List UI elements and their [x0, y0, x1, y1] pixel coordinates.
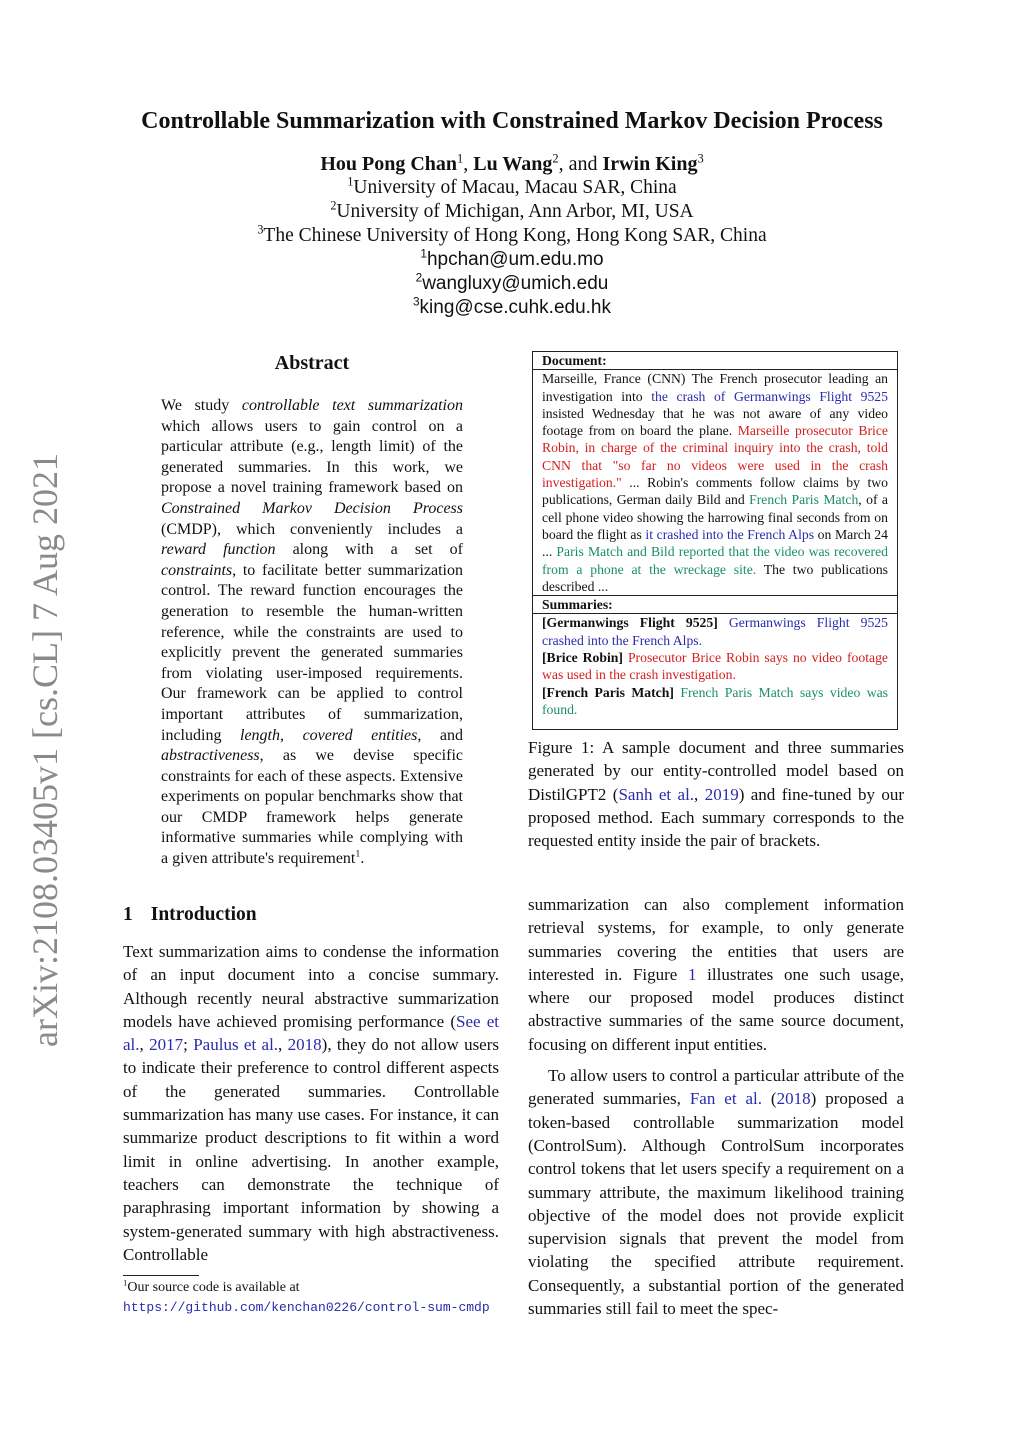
document-text: Marseille, France (CNN) The French prosecutor leading an investigation into the crash of Germanwings Flight 9525 insisted Wednesday that he was not aware of any video footage from on board the plane. Marseille prosecutor Brice Robin, in charge of the criminal inquiry into the crash, told CNN that "so far no videos were used in the crash investigation." ... Robin's comments follow claims by two publications, German daily Bild and French Paris Match, of a cell phone video showing the harrowing final seconds from on board the flight as it crashed into the French Alps on March 24 ... Paris Match and Bild reported that the video was recovered from a phone at the wreckage site. The two publications described ...: [542, 371, 888, 594]
summaries-label: Summaries:: [542, 597, 613, 613]
author-separator: ,: [463, 153, 474, 175]
affiliation-mark: 2: [330, 198, 337, 213]
summary-item: [533, 614, 897, 649]
footnote-text: Our source code is available at: [127, 1280, 300, 1295]
abstract-text: We study controllable text summarization which allows users to gain control on a particular attribute (e.g., length limit) of the generated summaries. In this work, we propose a novel training framework based on Constrained Markov Decision Process (CMDP), which conveniently includes a reward function along with a set of constraints, to facilitate better summarization control. The reward function encourages the generation to resemble the human-written reference, while the constraints are used to explicitly prevent the generated summaries from violating user-imposed requirements. Our framework can be applied to control important attributes of summarization, including length, covered entities, and abstractiveness, as we devise specific constraints for each of these aspects. Extensive experiments on popular benchmarks show that our CMDP framework helps generate informative summaries while complying with a given attribute's requirement$^1$.: [161, 397, 464, 868]
introduction-text: Text summarization aims to condense the information of an input document into a concise summary. Although recently neural abstractive summarization models have achieved promising performance (See et al., 2017; Paulus et al., 2018), they do not allow users to indicate their preference to control different aspects of the generated summaries. Controllable summarization has many use cases. For instance, it can summarize product descriptions to fit within a word limit in online advertising. In another example, teachers can demonstrate the technique of paraphrasing important information by showing a system-generated summary with high abstractiveness. Controllable: [123, 942, 500, 1264]
email-text: wangluxy@umich.edu: [422, 273, 609, 294]
right-column-text: [528, 893, 904, 1320]
affiliation-mark: 2: [552, 151, 559, 166]
email-text: king@cse.cuhk.edu.hk: [419, 297, 611, 318]
citation-link[interactable]: 2017: [149, 1035, 184, 1055]
footnote: [123, 1278, 499, 1318]
summary-item: [533, 649, 897, 684]
affiliation: [0, 176, 1024, 200]
summary-entity: [French Paris Match]: [542, 684, 674, 700]
email: [0, 248, 1024, 272]
footnote-marker: 1: [123, 1277, 128, 1288]
summary-entity: [Germanwings Flight 9525]: [542, 615, 718, 631]
citation-link[interactable]: Paulus et al.: [193, 1035, 279, 1055]
affiliation-mark: 3: [413, 295, 420, 309]
source-code-link[interactable]: https://github.com/kenchan0226/control-sum-cmdp: [123, 1300, 490, 1315]
arxiv-identifier: arXiv:2108.03405v1 [cs.CL] 7 Aug 2021: [25, 453, 65, 1047]
citation-link[interactable]: 2018: [776, 1089, 811, 1109]
figure-reference-link[interactable]: 1: [688, 964, 697, 984]
affiliation-mark: 2: [415, 271, 423, 285]
email-text: hpchan@um.edu.mo: [426, 249, 604, 270]
abstract-heading: Abstract: [274, 352, 350, 374]
affiliation-mark: 1: [347, 174, 354, 189]
summary-item: [533, 684, 897, 719]
author-name: Hou Pong Chan: [320, 153, 458, 175]
summary-text: Germanwings Flight 9525 crashed into the French Alps.: [542, 615, 888, 648]
email: [0, 272, 1024, 296]
section-title: Introduction: [150, 904, 257, 925]
citation-link[interactable]: 2018: [287, 1035, 322, 1055]
citation-link[interactable]: Sanh et al.: [618, 784, 695, 804]
footnote-divider: [123, 1275, 199, 1276]
author-name: Irwin King: [602, 153, 698, 175]
section-heading: [123, 904, 257, 926]
paper-title: Controllable Summarization with Constrained Markov Decision Process: [141, 108, 883, 134]
affiliation-mark: 3: [257, 222, 264, 237]
figure-caption: Figure 1: A sample document and three summaries generated by our entity-controlled model based on DistilGPT2 (Sanh et al., 2019) and fine-tuned by our proposed method. Each summary corresponds to the requested entity inside the pair of brackets.: [528, 738, 905, 851]
figure-1-box: [532, 351, 898, 730]
affiliation-text: The Chinese University of Hong Kong, Hong Kong SAR, China: [263, 225, 767, 246]
affiliation-mark: 1: [420, 247, 427, 261]
summary-text: French Paris Match says video was found.: [542, 684, 889, 717]
citation-link[interactable]: See et al.: [123, 1011, 499, 1055]
summary-text: Prosecutor Brice Robin says no video footage was used in the crash investigation.: [542, 650, 888, 683]
affiliation-text: University of Michigan, Ann Arbor, MI, USA: [336, 201, 694, 222]
paragraph: To allow users to control a particular attribute of the generated summaries, Fan et al. (2018) proposed a token-based controllable summarization model (ControlSum). Although ControlSum incorporates control tokens that let users specify a requirement on a summary attribute, the maximum likelihood training objective of the model does not provide explicit supervision signals that prevent the model from violating the specified attribute requirement. Consequently, a substantial portion of the generated summaries still fail to meet the spec-: [528, 1066, 905, 1319]
author-list: [0, 152, 1024, 176]
document-label: Document:: [542, 353, 607, 368]
summary-entity: [Brice Robin]: [542, 650, 623, 666]
affiliation-mark: 3: [697, 151, 704, 166]
email: [0, 296, 1024, 320]
affiliation: [0, 224, 1024, 248]
affiliation-mark: 1: [457, 151, 464, 166]
citation-link[interactable]: Fan et al.: [689, 1089, 762, 1109]
citation-link[interactable]: 2019: [704, 784, 739, 804]
footnote-marker: 1: [355, 848, 361, 860]
author-separator: , and: [558, 153, 603, 175]
affiliation: [0, 200, 1024, 224]
paragraph: summarization can also complement information retrieval systems, for example, to only generate summaries covering the entities that users are interested in. Figure 1 illustrates one such usage, where our proposed model produces distinct abstractive summaries of the same source document, focusing on different input entities.: [528, 895, 904, 1054]
section-number: 1: [123, 904, 133, 925]
author-name: Lu Wang: [473, 153, 553, 175]
affiliation-text: University of Macau, Macau SAR, China: [353, 177, 677, 198]
